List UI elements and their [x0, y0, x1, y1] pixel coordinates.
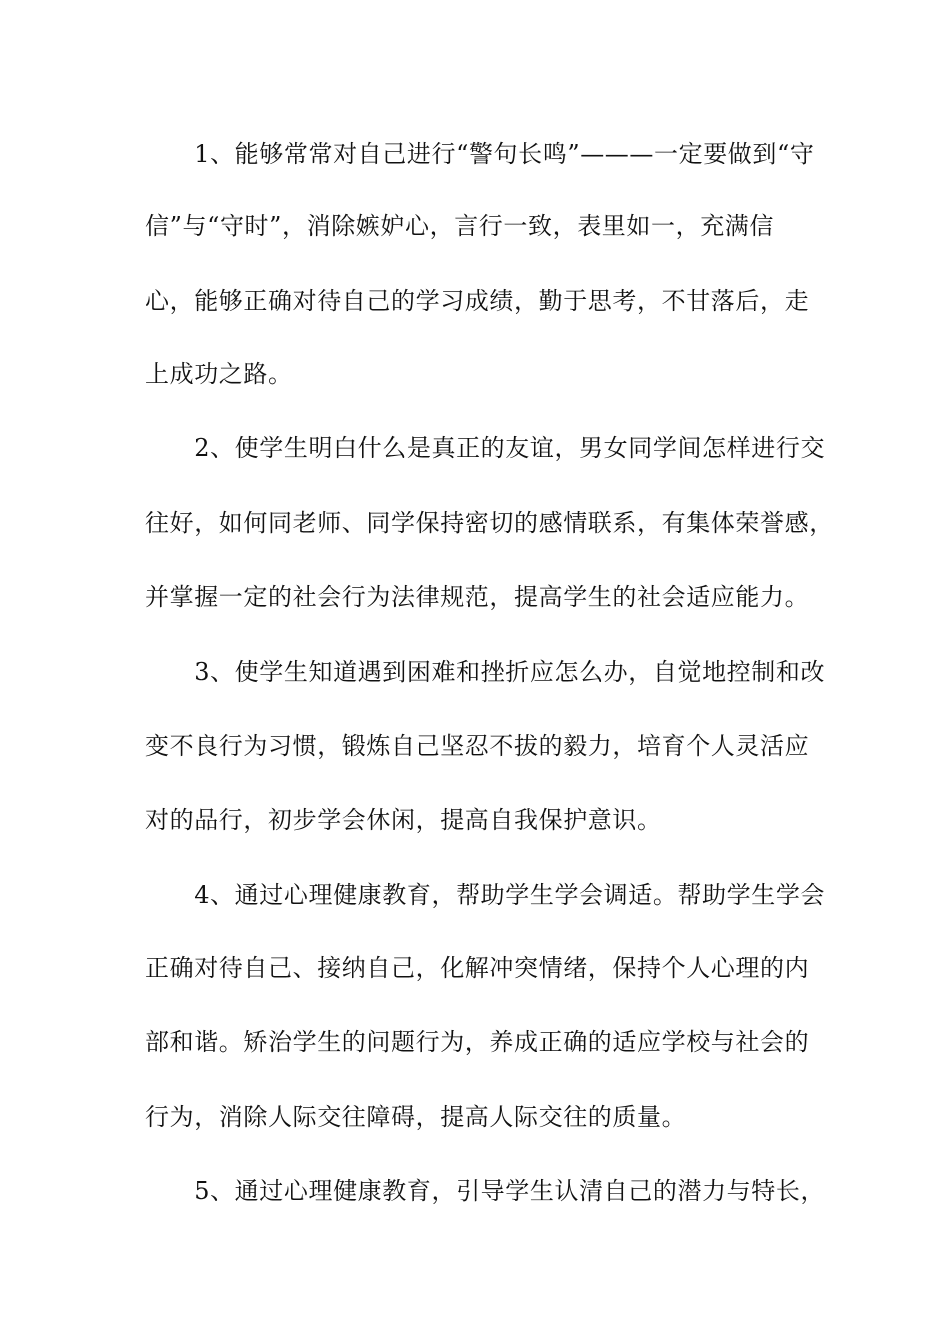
text-line: 部和谐。矫治学生的问题行为，养成正确的适应学校与社会的 [145, 1028, 810, 1056]
text-line: 1、能够常常对自己进行“警句长鸣”———一定要做到“守 [145, 140, 815, 168]
text-line: 心，能够正确对待自己的学习成绩，勤于思考，不甘落后，走 [145, 287, 810, 315]
text-line: 3、使学生知道遇到困难和挫折应怎么办，自觉地控制和改 [145, 658, 826, 686]
text-line: 对的品行，初步学会休闲，提高自我保护意识。 [145, 806, 662, 834]
text-line: 往好，如何同老师、同学保持密切的感情联系，有集体荣誉感， [145, 509, 834, 537]
text-line: 信”与“守时”，消除嫉妒心，言行一致，表里如一，充满信 [145, 212, 775, 240]
text-line: 正确对待自己、接纳自己，化解冲突情绪，保持个人心理的内 [145, 954, 810, 982]
text-line: 4、通过心理健康教育，帮助学生学会调适。帮助学生学会 [145, 881, 826, 909]
text-line: 上成功之路。 [145, 360, 293, 388]
text-line: 行为，消除人际交往障碍，提高人际交往的质量。 [145, 1103, 687, 1131]
text-line: 变不良行为习惯，锻炼自己坚忍不拔的毅力，培育个人灵活应 [145, 732, 810, 760]
text-line: 并掌握一定的社会行为法律规范，提高学生的社会适应能力。 [145, 583, 810, 611]
text-line: 5、通过心理健康教育，引导学生认清自己的潜力与特长， [145, 1177, 826, 1205]
text-line: 2、使学生明白什么是真正的友谊，男女同学间怎样进行交 [145, 434, 826, 462]
